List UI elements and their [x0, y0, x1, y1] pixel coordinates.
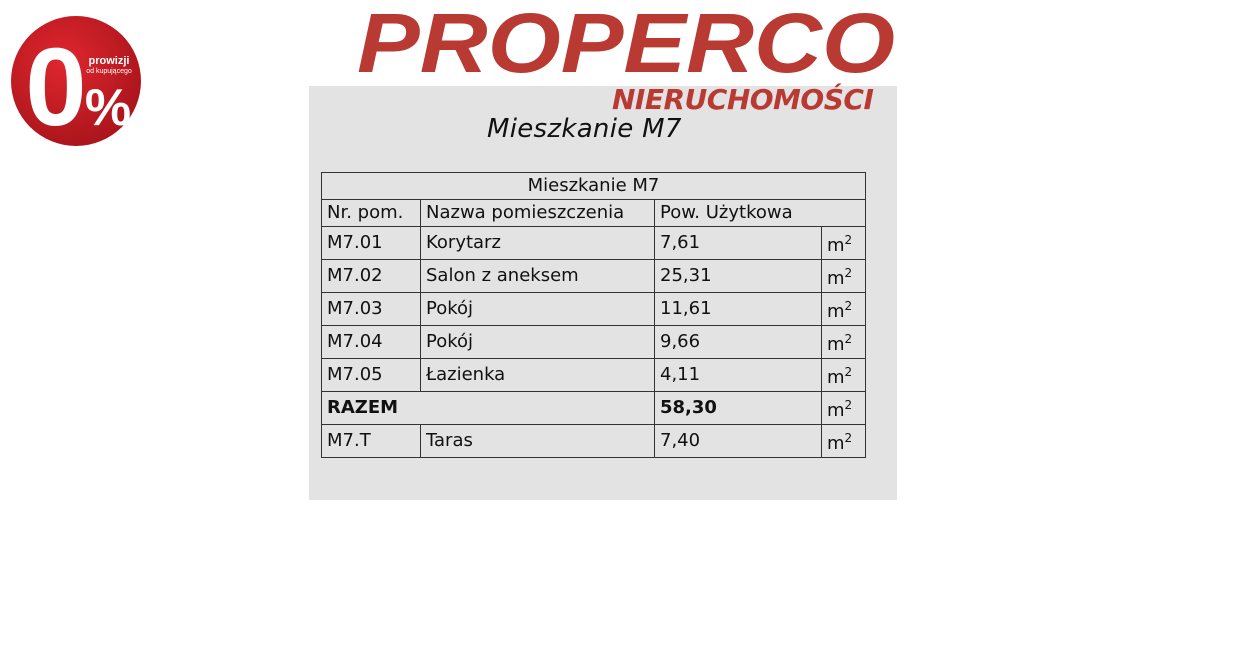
plan-title: Mieszkanie M7	[487, 114, 682, 144]
room-nr: M7.05	[322, 359, 421, 392]
room-unit: $m^2$	[822, 227, 866, 260]
room-nr: M7.01	[322, 227, 421, 260]
total-row	[322, 392, 866, 425]
total-unit: $m^2$	[822, 392, 866, 425]
header-nr: Nr. pom.	[322, 200, 421, 227]
header-name: Nazwa pomieszczenia	[421, 200, 655, 227]
room-nr: M7.04	[322, 326, 421, 359]
terrace-area: 7,40	[655, 425, 822, 458]
total-label: RAZEM	[322, 392, 655, 425]
header-area: Pow. Użytkowa	[655, 200, 866, 227]
table-row	[322, 326, 866, 359]
room-nr: M7.02	[322, 260, 421, 293]
badge-line1: prowizji	[88, 55, 130, 67]
zero-commission-badge	[10, 15, 142, 147]
room-name: Salon z aneksem	[421, 260, 655, 293]
logo-main-text: PROPERCO	[357, 0, 895, 80]
properco-logo	[357, 0, 897, 80]
total-area: 58,30	[655, 392, 822, 425]
table-caption-row	[322, 173, 866, 200]
room-area: 25,31	[655, 260, 822, 293]
room-name: Pokój	[421, 326, 655, 359]
room-name: Łazienka	[421, 359, 655, 392]
room-unit: $m^2$	[822, 359, 866, 392]
room-area: 9,66	[655, 326, 822, 359]
table-row	[322, 227, 866, 260]
badge-percent: %	[84, 79, 132, 137]
room-unit: $m^2$	[822, 293, 866, 326]
room-name: Pokój	[421, 293, 655, 326]
table-row	[322, 359, 866, 392]
terrace-row	[322, 425, 866, 458]
room-unit: $m^2$	[822, 326, 866, 359]
floor-plan-panel	[309, 86, 897, 500]
room-area: 7,61	[655, 227, 822, 260]
room-area: 4,11	[655, 359, 822, 392]
room-name: Korytarz	[421, 227, 655, 260]
badge-zero: 0	[25, 26, 87, 147]
room-nr: M7.03	[322, 293, 421, 326]
terrace-name: Taras	[421, 425, 655, 458]
table-header-row	[322, 200, 866, 227]
table-row	[322, 260, 866, 293]
room-unit: $m^2$	[822, 260, 866, 293]
terrace-unit: $m^2$	[822, 425, 866, 458]
terrace-nr: M7.T	[322, 425, 421, 458]
badge-line2: od kupującego	[86, 68, 132, 75]
table-row	[322, 293, 866, 326]
rooms-table	[321, 172, 866, 458]
table-caption: Mieszkanie M7	[322, 173, 866, 200]
logo-subtitle: NIERUCHOMOŚCI	[612, 83, 874, 116]
room-area: 11,61	[655, 293, 822, 326]
